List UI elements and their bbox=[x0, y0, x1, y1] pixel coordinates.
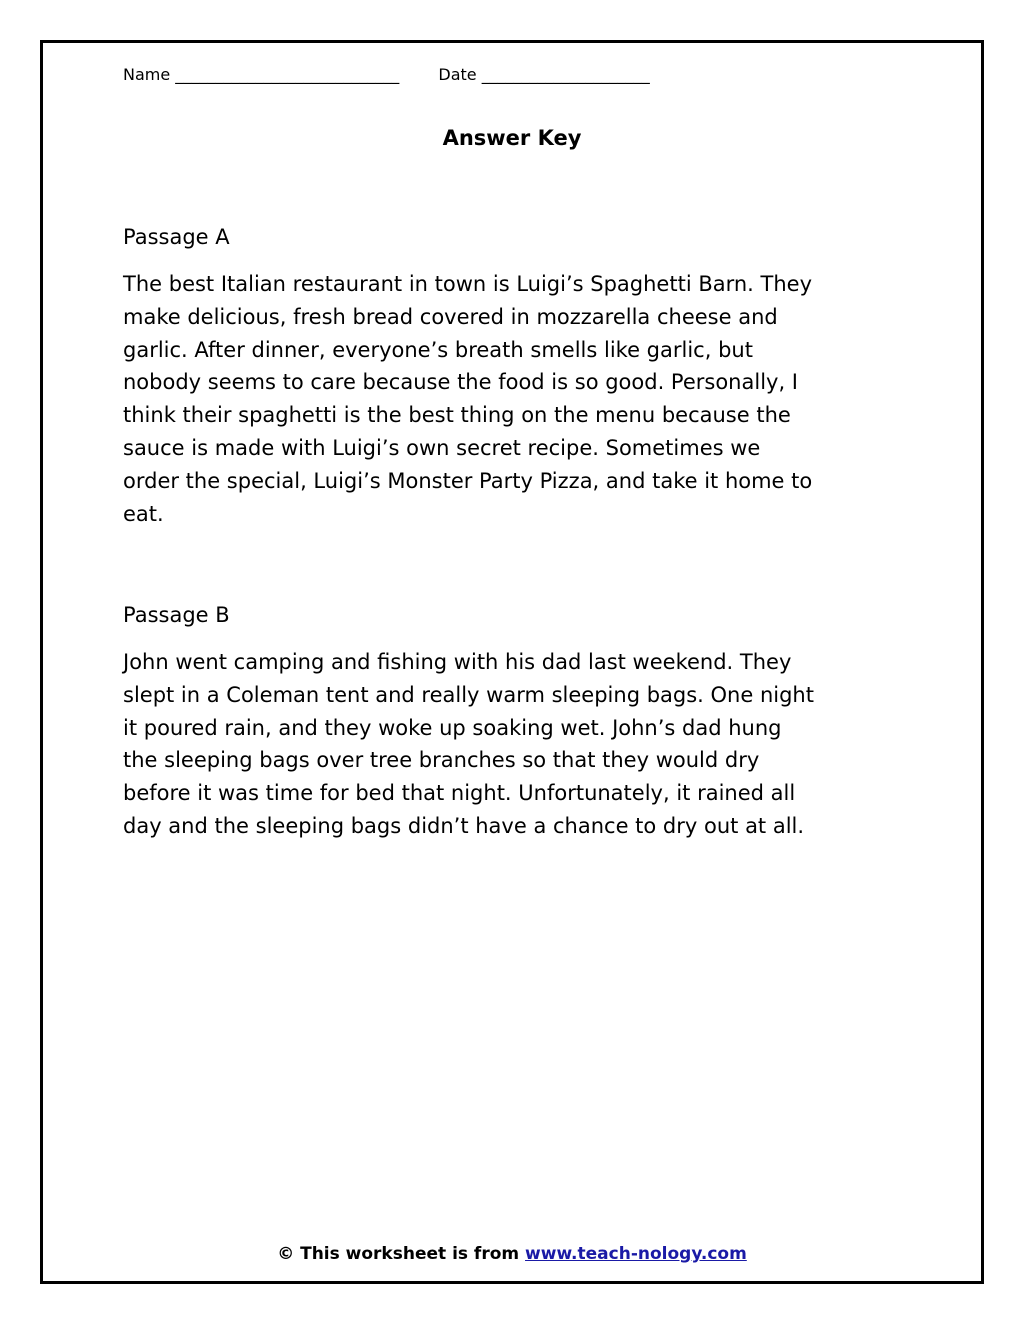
passage-b-heading: Passage B bbox=[123, 603, 230, 627]
passage-line: The best Italian restaurant in town is Luigi’s Spaghetti Barn. They bbox=[123, 272, 813, 296]
teach-nology-link[interactable]: www.teach-nology.com bbox=[525, 1244, 747, 1264]
passage-line: eat. bbox=[123, 501, 164, 526]
worksheet-frame bbox=[40, 40, 984, 1284]
footer-credit bbox=[43, 1243, 981, 1265]
passage-line: make delicious, fresh bread covered in mozzarella cheese and bbox=[123, 304, 778, 329]
passage-a-body bbox=[123, 268, 913, 530]
passage-line: nobody seems to care because the food is so good. Personally, I bbox=[123, 370, 799, 395]
date-field-label: Date _____________________ bbox=[438, 65, 650, 84]
footer-text: © This worksheet is from bbox=[277, 1244, 526, 1264]
passage-line: it poured rain, and they woke up soaking wet. John’s dad hung bbox=[123, 715, 782, 740]
passage-b-body bbox=[123, 646, 913, 843]
passage-line: sauce is made with Luigi’s own secret recipe. Sometimes we bbox=[123, 435, 761, 460]
passage-line: think their spaghetti is the best thing on the menu because the bbox=[123, 403, 791, 428]
passage-line: slept in a Coleman tent and really warm sleeping bags. One night bbox=[123, 682, 814, 707]
name-field-label: Name ____________________________ bbox=[123, 65, 400, 84]
passage-line: garlic. After dinner, everyone’s breath smells like garlic, but bbox=[123, 337, 753, 362]
passage-line: day and the sleeping bags didn’t have a chance to dry out at all. bbox=[123, 813, 805, 838]
passage-line: John went camping and fishing with his dad last weekend. They bbox=[123, 650, 792, 674]
passage-line: the sleeping bags over tree branches so that they would dry bbox=[123, 748, 760, 773]
passage-line: before it was time for bed that night. Unfortunately, it rained all bbox=[123, 781, 796, 806]
page-title: Answer Key bbox=[442, 126, 582, 150]
header-line bbox=[123, 65, 650, 85]
passage-a-heading: Passage A bbox=[123, 225, 230, 249]
passage-line: order the special, Luigi’s Monster Party Pizza, and take it home to bbox=[123, 468, 813, 493]
